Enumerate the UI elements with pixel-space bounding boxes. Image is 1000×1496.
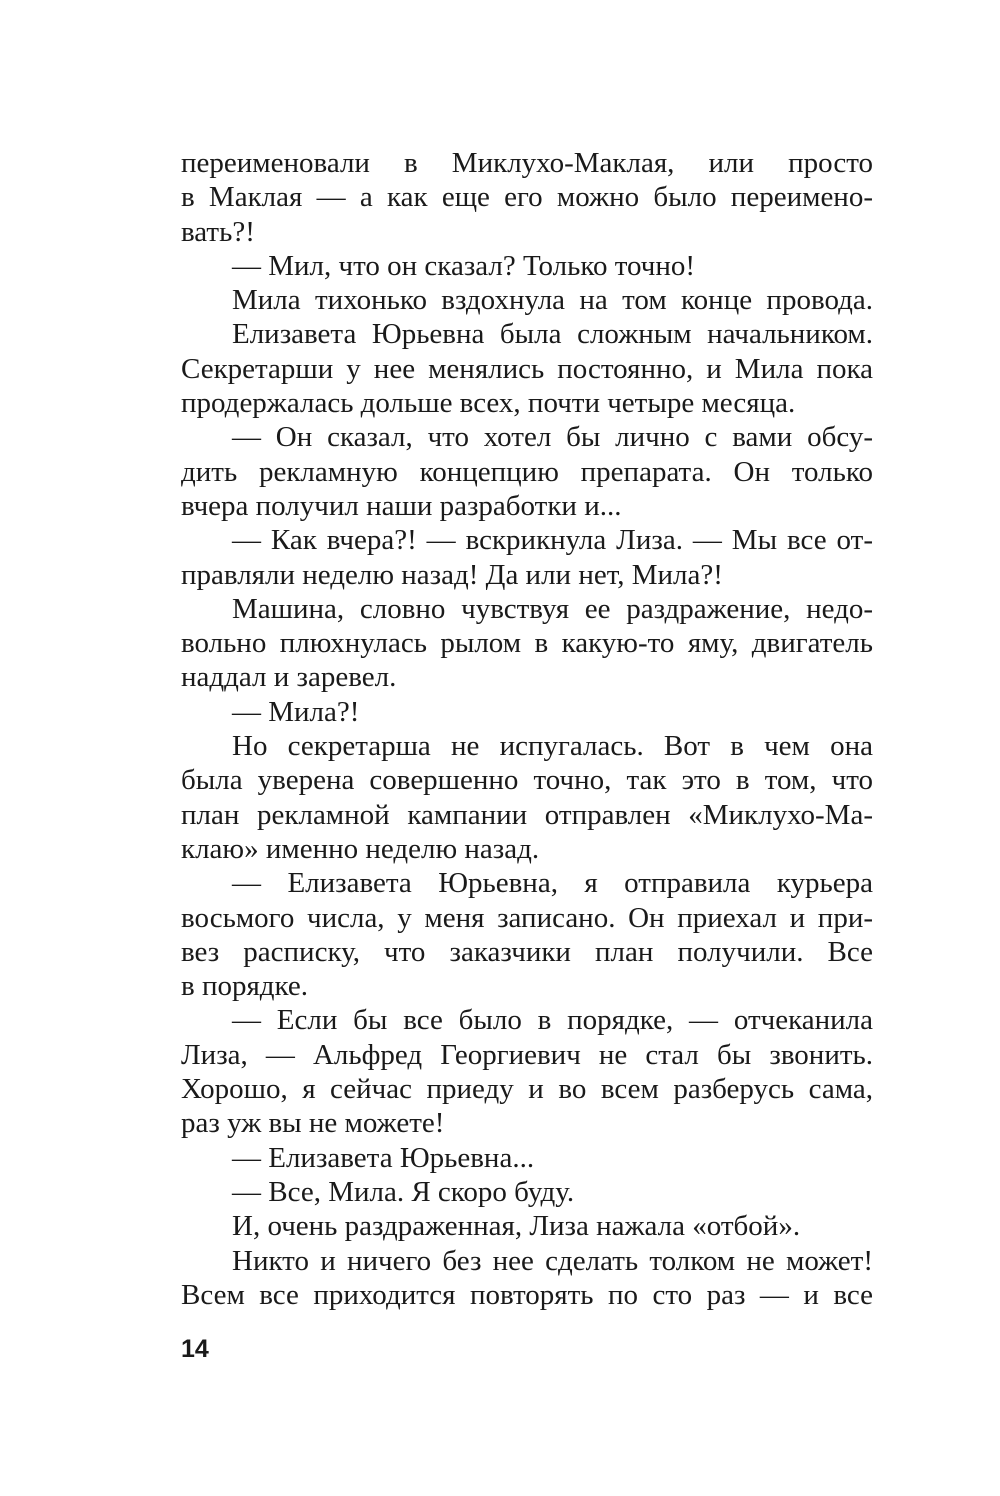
- text-line: наддал и заревел.: [181, 661, 397, 694]
- text-line: Секретарши у нее менялись постоянно, и Мила пока: [181, 352, 873, 385]
- text-line: Лиза, — Альфред Георгиевич не стал бы звонить.: [181, 1038, 873, 1071]
- text-line: вольно плюхнулась рылом в какую-то яму, двигатель: [181, 627, 873, 660]
- text-line: вать?!: [181, 215, 255, 248]
- text-line: Всем все приходится повторять по сто раз — и все: [181, 1278, 873, 1311]
- text-line: раз уж вы не можете!: [181, 1107, 445, 1140]
- text-line: была уверена совершенно точно, так это в том, что: [181, 764, 873, 797]
- text-line: в Маклая — а как еще его можно было переимено-: [181, 181, 873, 214]
- text-line: И, очень раздраженная, Лиза нажала «отбой».: [232, 1210, 801, 1243]
- text-line: — Елизавета Юрьевна...: [232, 1141, 535, 1174]
- text-line: — Если бы все было в порядке, — отчеканила: [232, 1004, 873, 1037]
- text-line: дить рекламную концепцию препарата. Он только: [181, 455, 873, 488]
- text-line: Машина, словно чувствуя ее раздражение, недо-: [232, 592, 873, 625]
- body-text: [181, 146, 873, 1312]
- text-line: Никто и ничего без нее сделать толком не может!: [232, 1244, 873, 1277]
- text-line: — Он сказал, что хотел бы лично с вами обсу-: [232, 421, 873, 454]
- text-line: продержалась дольше всех, почти четыре месяца.: [181, 387, 796, 420]
- text-line: — Мил, что он сказал? Только точно!: [232, 249, 696, 282]
- text-line: — Как вчера?! — вскрикнула Лиза. — Мы все от-: [232, 524, 873, 557]
- text-line: Мила тихонько вздохнула на том конце провода.: [232, 284, 873, 317]
- text-line: восьмого числа, у меня записано. Он приехал и при-: [181, 901, 873, 934]
- text-line: правляли неделю назад! Да или нет, Мила?!: [181, 558, 723, 591]
- text-line: вез расписку, что заказчики план получили. Все: [181, 935, 873, 968]
- page-number: 14: [181, 1335, 209, 1363]
- text-line: Хорошо, я сейчас приеду и во всем разберусь сама,: [181, 1073, 873, 1106]
- text-line: Елизавета Юрьевна была сложным начальником.: [232, 318, 873, 351]
- text-line: клаю» именно неделю назад.: [181, 832, 540, 865]
- text-line: вчера получил наши разработки и...: [181, 489, 622, 522]
- text-line: — Елизавета Юрьевна, я отправила курьера: [232, 867, 873, 900]
- text-line: Но секретарша не испугалась. Вот в чем она: [232, 730, 873, 763]
- text-line: — Мила?!: [232, 695, 360, 728]
- text-line: — Все, Мила. Я скоро буду.: [232, 1175, 575, 1208]
- text-line: в порядке.: [181, 970, 309, 1003]
- text-line: переименовали в Миклухо-Маклая, или просто: [181, 147, 873, 179]
- text-line: план рекламной кампании отправлен «Миклухо-Ма-: [181, 798, 873, 831]
